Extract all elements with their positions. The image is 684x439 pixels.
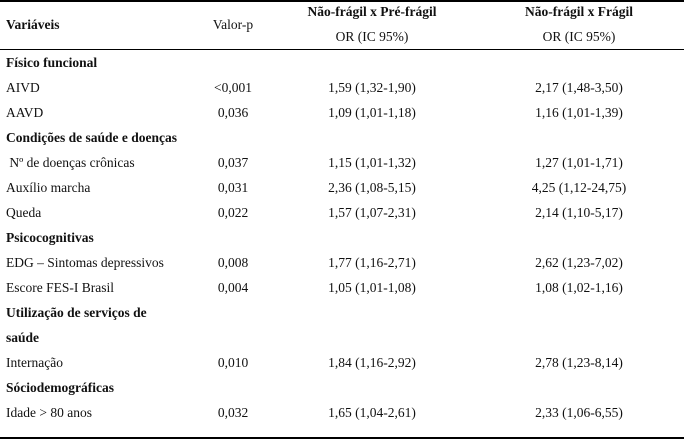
section-row [0, 126, 684, 151]
row-or-frail: 2,62 (1,23-7,02) [535, 255, 623, 270]
table-row [0, 151, 684, 176]
table-row [0, 276, 684, 301]
row-label: AAVD [6, 105, 44, 120]
row-pvalue: 0,032 [217, 405, 249, 420]
row-or-frail: 2,17 (1,48-3,50) [535, 80, 623, 95]
row-or-prefrail: 1,65 (1,04-2,61) [328, 405, 416, 420]
row-or-prefrail: 2,36 (1,08-5,15) [328, 180, 416, 195]
table-row [0, 251, 684, 276]
row-pvalue: <0,001 [214, 80, 252, 95]
row-label: Idade > 80 anos [6, 405, 92, 420]
row-pvalue: 0,022 [217, 205, 249, 220]
row-or-prefrail: 1,05 (1,01-1,08) [328, 280, 416, 295]
row-or-prefrail: 1,09 (1,01-1,18) [328, 105, 416, 120]
row-or-frail: 1,16 (1,01-1,39) [535, 105, 623, 120]
section-row [0, 51, 684, 76]
header-prefrail-or: OR (IC 95%) [335, 29, 409, 44]
row-pvalue: 0,037 [217, 155, 249, 170]
row-label: EDG – Sintomas depressivos [6, 255, 164, 270]
row-or-prefrail: 1,59 (1,32-1,90) [328, 80, 416, 95]
row-or-frail: 2,14 (1,10-5,17) [535, 205, 623, 220]
section-row [0, 301, 684, 326]
row-pvalue: 0,008 [217, 255, 249, 270]
section-label: Condições de saúde e doenças [6, 130, 178, 145]
row-pvalue: 0,031 [217, 180, 249, 195]
row-or-frail: 1,08 (1,02-1,16) [535, 280, 623, 295]
row-label: Internação [6, 355, 63, 370]
row-pvalue: 0,004 [217, 280, 249, 295]
row-or-frail: 2,33 (1,06-6,55) [535, 405, 623, 420]
section-label: Sóciodemográficas [6, 380, 114, 395]
row-or-prefrail: 1,57 (1,07-2,31) [328, 205, 416, 220]
row-label: Escore FES-I Brasil [6, 280, 114, 295]
header-pvalue: Valor-p [212, 17, 254, 32]
row-or-prefrail: 1,77 (1,16-2,71) [328, 255, 416, 270]
header-frail-or: OR (IC 95%) [542, 29, 616, 44]
row-or-frail: 2,78 (1,23-8,14) [535, 355, 623, 370]
row-pvalue: 0,036 [217, 105, 249, 120]
top-rule [0, 0, 684, 2]
section-row [0, 326, 684, 351]
row-label: AIVD [6, 80, 40, 95]
row-label: Auxílio marcha [6, 180, 91, 195]
table-row [0, 101, 684, 126]
table-row [0, 401, 684, 426]
header-rule [0, 49, 684, 50]
header-variables: Variáveis [6, 17, 60, 32]
section-row [0, 376, 684, 401]
section-label: saúde [6, 330, 40, 345]
row-or-frail: 4,25 (1,12-24,75) [531, 180, 627, 195]
section-row [0, 226, 684, 251]
section-label: Psicocognitivas [6, 230, 94, 245]
table-row [0, 201, 684, 226]
row-label: Queda [6, 205, 42, 220]
row-or-prefrail: 1,15 (1,01-1,32) [328, 155, 416, 170]
section-label: Utilização de serviços de [6, 305, 147, 320]
header-prefrail: Não-frágil x Pré-frágil [307, 4, 437, 19]
header-frail: Não-frágil x Frágil [525, 4, 633, 19]
row-label: Nº de doenças crônicas [6, 155, 135, 170]
table-row [0, 176, 684, 201]
row-pvalue: 0,010 [217, 355, 249, 370]
row-or-prefrail: 1,84 (1,16-2,92) [328, 355, 416, 370]
table-row [0, 351, 684, 376]
table-row [0, 76, 684, 101]
row-or-frail: 1,27 (1,01-1,71) [535, 155, 623, 170]
section-label: Físico funcional [6, 55, 98, 70]
